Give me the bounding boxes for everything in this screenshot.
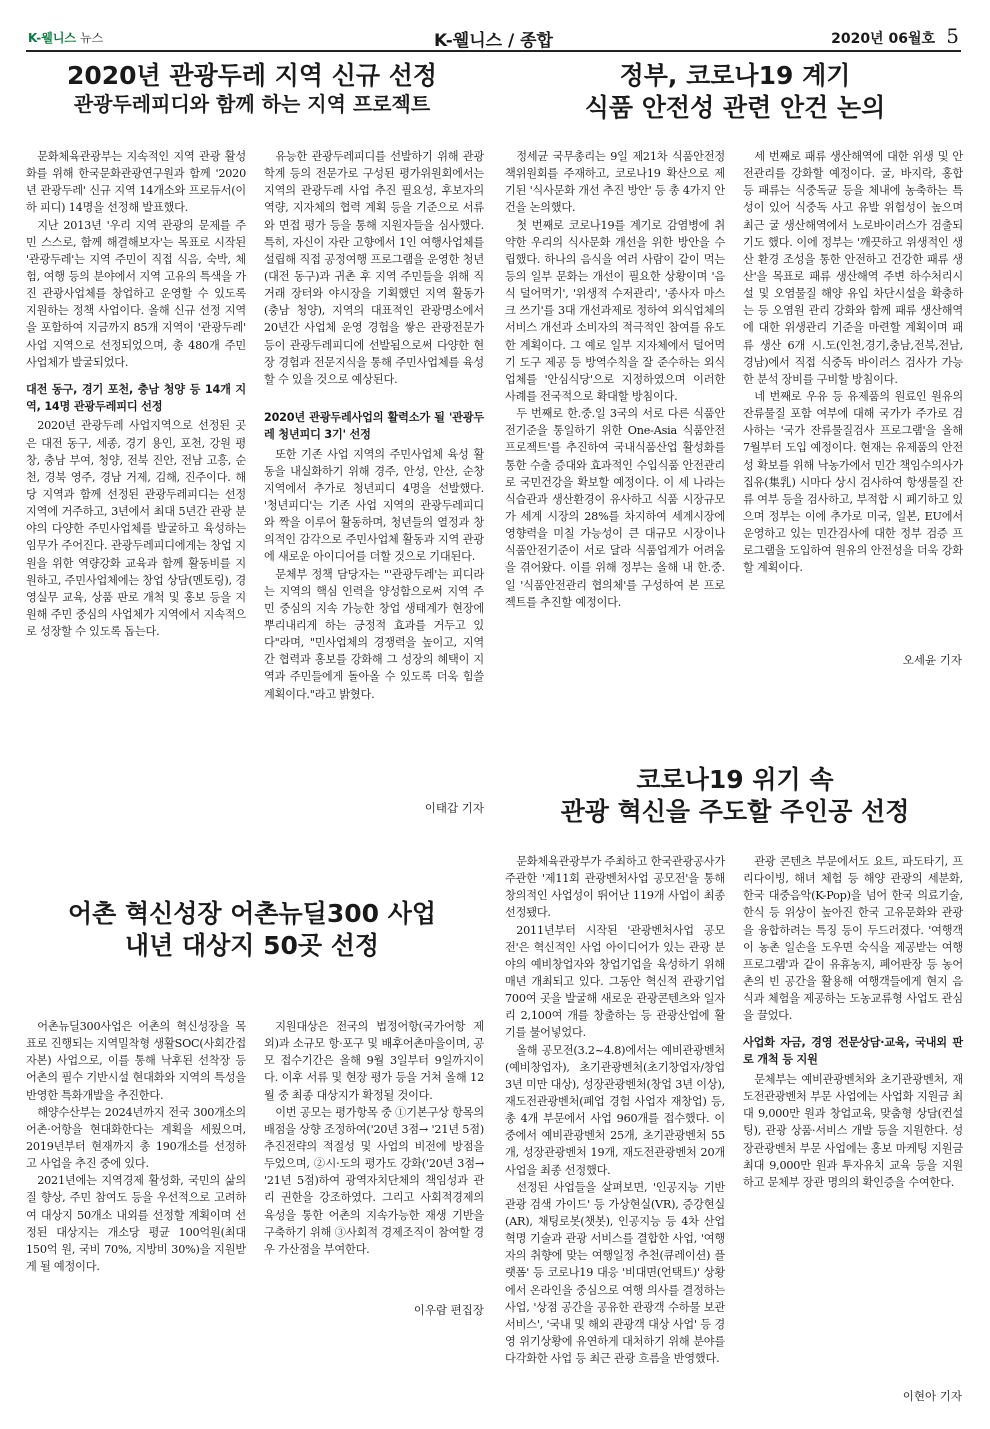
paragraph: 해양수산부는 2024년까지 전국 300개소의 어촌·어항을 현대화한다는 계획을 세웠으며, 2019년부터 현재까지 총 190개소를 선정하고 사업을 추진 중에 있다. [26, 1105, 246, 1171]
column [505, 853, 725, 1367]
article-subtitle: 내년 대상지 50곳 선정 [124, 931, 380, 960]
article-body [505, 853, 963, 1367]
article-subtitle: 관광두레피디와 함께 하는 지역 프로젝트 [73, 92, 431, 116]
paragraph: 어촌뉴딜300사업은 어촌의 혁신성장을 목표로 진행되는 지역밀착형 생활SOC(사회간접자본) 사업으로, 이를 통해 낙후된 선착장 등 어촌의 필수 기반시설 현대화와 지역의 특성을 반영한 특화개발을 추진한다. [26, 1020, 246, 1102]
paragraph: 세 번째로 패류 생산해역에 대한 위생 및 안전관리를 강화할 예정이다. 굴, 바지락, 홍합 등 패류는 식중독균 등을 체내에 농축하는 특성이 있어 식중독 사고 유발 위험성이 높으며 최근 굴 생산해역에서 노로바이러스가 검출되기도 했다. 이에 정부는 '깨끗하고 위생적인 생산 환경 조성을 통한 안전하고 건강한 패류 생산'을 목표로 패류 생산해역 주변 하수처리시설 및 오염물질 해양 유입 차단시설을 확충하는 등 오염원 관리 강화와 함께 패류 생산해역에 대한 위생관리 기준을 마련할 계획이며 패류 생산 6개 시.도(인천,경기,충남,전북,전남,경남)에서 직접 식중독 바이러스 검사가 가능한 분석 장비를 구비할 방침이다. [743, 150, 963, 386]
section-subhead: 사업화 자금, 경영 전문상담·교육, 국내외 판로 개척 등 지원 [743, 1036, 963, 1067]
article-byline: 이현아 기자 [902, 1389, 962, 1403]
article-body [505, 148, 963, 611]
article-tourism-venture [505, 764, 965, 828]
article-title: 2020년 관광두레 지역 신규 선정 [66, 61, 438, 90]
article-tourism-dure [26, 60, 478, 118]
paragraph: 유능한 관광두레피디를 선발하기 위해 관광학계 등의 전문가로 구성된 평가위원회에서는 지역의 관광두레 사업 추진 필요성, 후보자의 역량, 지자체의 협력 계획 등을 기준으로 서류와 면접 평가 등을 통해 지원자들을 심사했다. 특히, 자신이 자란 고향에서 1인 여행사업체를 설립해 직접 공정여행 프로그램을 운영한 청년(대전 동구)과 귀촌 후 지역 주민들을 위해 직거래 장터와 야시장을 기획했던 지역 활동가(충남 청양), 지역의 대표적인 관광명소에서 20년간 사업체 운영 경험을 쌓은 관광전문가 등이 관광두레피디에 선발됨으로써 다양한 현장 경험과 전문지식을 통해 주민사업체를 육성할 수 있을 것으로 예상된다. [264, 150, 484, 386]
article-title: 어촌 혁신성장 어촌뉴딜300 사업 [67, 899, 437, 928]
paragraph: 정세균 국무총리는 9일 제21차 식품안전정책위원회를 주재하고, 코로나19 확산으로 제기된 '식사문화 개선 추진 방안' 등 총 4가지 안건을 논의했다. [505, 150, 725, 215]
page-header [26, 26, 961, 52]
article-body [26, 1018, 484, 1275]
column [264, 1018, 484, 1275]
paragraph: 문체부 정책 담당자는 "'관광두레'는 피디라는 지역의 핵심 인력을 양성함으로써 지역 주민 중심의 지속 가능한 창업 생태계가 현장에 뿌리내리게 하는 긍정적 효과를 거두고 있다"라며, "민사업체의 경쟁력을 높이고, 지역 간 협력과 홍보를 강화해 그 성장의 혜택이 지역과 주민들에게 돌아올 수 있도록 더욱 힘쓸 계획이다."라고 밝혔다. [264, 567, 484, 701]
paragraph: 관광 콘텐츠 부문에서도 요트, 파도타기, 프리다이빙, 해녀 체험 등 해양 관광의 세분화, 한국 대중음악(K-Pop)을 넘어 한국 의료기술, 한식 등 위상이 높아진 한국 고유문화와 관광을 융합하려는 특징 등이 두드러졌다. '여행객이 농촌 일손을 도우면 숙식을 제공받는 여행 프로그램'과 같이 유휴농지, 폐어판장 등 농어촌의 빈 공간을 활용해 여행객들에게 현지 음식과 체험을 제공하는 도농교류형 사업도 관심을 끌었다. [743, 855, 963, 1023]
article-byline: 오세윤 기자 [902, 653, 962, 667]
article-subtitle: 관광 혁신을 주도할 주인공 선정 [560, 797, 910, 826]
article-body [26, 148, 484, 703]
paragraph: 두 번째로 한.중.일 3국의 서로 다른 식품안전기준을 통일하기 위한 One-Asia 식품안전 프로젝트'를 추진하여 국내식품산업 활성화를 통한 수출 증대와 효과적인 수입식품 안전관리로 국민건강을 확보할 예정이다. 이 세 나라는 식습관과 생산환경이 유사하고 식품 시장규모가 세계 시장의 28%를 차지하여 세계시장에 영향력을 미칠 가능성이 큰 대규모 시장이나 식품안전기준이 서로 달라 식품업계가 어려움을 겪어왔다. 이를 위해 정부는 올해 내 한.중.일 '식품안전관리 협의체'를 구성하여 본 프로젝트를 추진할 예정이다. [505, 407, 725, 609]
issue-date: 2020년 06월호 [831, 31, 935, 47]
paragraph: 올해 공모전(3.2~4.8)에서는 예비관광벤처(예비창업자), 초기관광벤처(초기창업자/창업 3년 미만 대상), 성장관광벤처(창업 3년 이상), 재도전관광벤처(폐업 경험 사업자 재창업) 등, 총 4개 부문에서 사업 960개를 접수했다. 이 중에서 예비관광벤처 25개, 초기관광벤처 55개, 성장관광벤처 19개, 재도전관광벤처 20개 사업을 최종 선정했다. [505, 1043, 725, 1177]
paragraph: 2020년 관광두레 사업지역으로 선정된 곳은 대전 동구, 세종, 경기 용인, 포천, 강원 평창, 충남 부여, 청양, 전북 진안, 전남 고흥, 순천, 경북 영주, 경남 거제, 김해, 진주이다. 해당 지역과 함께 선정된 관광두레피디는 선정 지역에 거주하고, 3년에서 최대 5년간 관광 분야의 다양한 주민사업체를 발굴하고 육성하는 임무가 주어진다. 관광두레피디에게는 창업 지원을 위한 역량강화 교육과 함께 활동비를 지원하고, 주민사업체에는 창업 상담(멘토링), 경영실무 교육, 상품 판로 개척 및 홍보 등을 지원해 주민 중심의 사업체가 지역에서 지속적으로 성장할 수 있도록 돕는다. [26, 419, 246, 639]
paragraph: 지원대상은 전국의 법정어항(국가어항 제외)과 소규모 항·포구 및 배후어촌마을이며, 공모 접수기간은 올해 9월 3일부터 9일까지이다. 이후 서류 및 현장 평가 등을 거쳐 올해 12월 중 최종 대상지가 확정될 것이다. [264, 1020, 484, 1102]
column [743, 148, 963, 611]
logo-sub: 뉴스 [80, 31, 104, 45]
article-food-safety [505, 60, 965, 124]
paragraph: 이번 공모는 평가항목 중 ①기본구상 항목의 배점을 상향 조정하여('20년 3점→ '21년 5점) 추진전략의 적절성 및 사업의 비전에 방점을 두었으며, ②시·도의 평가도 강화('20년 3점→ '21년 5점)하여 광역자치단체의 책임성과 관리 권한을 강조하였다. 그리고 사회적경제의 육성을 통한 어촌의 지속가능한 재생 기반을 구축하기 위해 ③사회적 경제조직이 참여할 경우 가산점을 부여한다. [264, 1105, 484, 1256]
article-byline: 이우람 편집장 [413, 1303, 484, 1317]
paragraph: 네 번째로 우유 등 유제품의 원료인 원유의 잔류물질 포함 여부에 대해 국가가 주가로 검사하는 '국가 잔류물질검사 프로그램'을 올해 7월부터 도입 예정이다. 현재는 유제품의 안전성 확보를 위해 낙농가에서 민간 책임수의사가 집유(集乳) 시마다 상시 검사하여 항생물질 잔류 여부 등을 검사하고, 부적합 시 폐기하고 있으며 정부는 이에 추가로 미국, 일본, EU에서 운영하고 있는 민간검사에 대한 정부 검증 프로그램을 도입하여 원유의 안전성을 더욱 강화할 계획이다. [743, 389, 963, 575]
article-title: 정부, 코로나19 계기 [619, 61, 851, 90]
article-fishing-village [26, 898, 478, 962]
paragraph: 선정된 사업들을 살펴보면, '인공지능 기반 관광 검색 가이드' 등 가상현실(VR), 증강현실(AR), 채팅로봇(챗봇), 인공지능 등 4차 산업혁명 기술과 관광 서비스를 결합한 사업, '여행자의 취향에 맞는 여행일정 추천(큐레이션) 플랫폼' 등 코로나19 대응 '비대면(언택트)' 상황에서 온라인을 중심으로 여행 의사를 결정하는 사업, '상점 공간을 공유한 관광객 수하물 보관서비스', '국내 및 해외 관광객 대상 사업' 등 경영 위기상황에 유연하게 대처하기 위해 분야를 다각화한 사업 등 최근 관광 흐름을 반영했다. [505, 1180, 725, 1366]
logo-text: K-웰니스 [28, 31, 77, 45]
article-title: 코로나19 위기 속 [636, 765, 834, 794]
paragraph: 2011년부터 시작된 '관광벤처사업 공모전'은 혁신적인 사업 아이디어가 있는 관광 분야의 예비창업자와 창업기업을 육성하기 위해 매년 개최되고 있다. 그동안 혁신적 관광기업 700여 곳을 발굴해 새로운 관광콘텐츠와 일자리 2,100여 개를 창출하는 등 관광산업에 활기를 불어넣었다. [505, 923, 725, 1040]
article-subtitle: 식품 안전성 관련 안건 논의 [584, 93, 886, 122]
section-subhead: 대전 동구, 경기 포천, 충남 청양 등 14개 지역, 14명 관광두레피디 선정 [26, 382, 246, 413]
paragraph: 문화체육관광부는 지속적인 지역 관광 활성화를 위해 한국문화관광연구원과 함께 '2020년 관광두레' 신규 지역 14개소와 프로듀서(이하 피디) 14명을 선정해 발표했다. [26, 150, 246, 215]
column [26, 1018, 246, 1275]
page-number: 5 [946, 24, 959, 48]
column [26, 148, 246, 703]
section-title: K-웰니스 / 종합 [434, 31, 553, 51]
paragraph: 문화체육관광부가 주최하고 한국관광공사가 주관한 '제11회 관광벤처사업 공모전'을 통해 창의적인 사업성이 뛰어난 119개 사업이 최종 선정됐다. [505, 855, 725, 920]
column [743, 853, 963, 1367]
section-subhead: 2020년 관광두레사업의 활력소가 될 '관광두레 청년피디 3기' 선정 [264, 410, 484, 441]
paragraph: 첫 번째로 코로나19를 계기로 감염병에 취약한 우리의 식사문화 개선을 위한 방안을 수립했다. 하나의 음식을 여러 사람이 같이 먹는 등의 일부 문화는 개선이 필요한 상황이며 '음식 덜어먹기', '위생적 수저관리', '종사자 마스크 쓰기'를 3대 개선과제로 정하여 외식업체의 서비스 개선과 소비자의 적극적인 참여를 유도한 계획이다. 그 예로 일부 지자체에서 덜어먹기 도구 제공 등 방역수칙을 잘 준수하는 외식업체를 '안심식당'으로 지정하였으며 이러한 사례를 전국적으로 확대할 방침이다. [505, 218, 725, 403]
column [505, 148, 725, 611]
paragraph: 지난 2013년 '우리 지역 관광의 문제를 주민 스스로, 함께 해결해보자'는 목표로 시작된 '관광두레'는 지역 주민이 직접 식음, 숙박, 체험, 여행 등의 분야에서 지역 고유의 특색을 가진 관광사업체를 창업하고 운영할 수 있도록 지원하는 정책 사업이다. 올해 신규 선정 지역을 포함하여 지금까지 85개 지역이 '관광두레' 사업 지역으로 선정되었으며, 총 480개 주민사업체가 발굴되었다. [26, 218, 246, 369]
column [264, 148, 484, 703]
article-byline: 이태갑 기자 [424, 801, 484, 815]
paragraph: 또한 기존 사업 지역의 주민사업체 육성 활동을 내실화하기 위해 경주, 안성, 안산, 순창 지역에서 추가로 청년피디 4명을 선발했다. '청년피디'는 기존 사업 지역의 관광두레피디와 짝을 이루어 활동하며, 청년들의 열정과 창의적인 감각으로 주민사업체 활동과 지역 관광에 새로운 아이디어를 더할 것으로 기대된다. [264, 447, 484, 564]
paragraph: 문체부는 예비관광벤처와 초기관광벤처, 재도전관광벤처 부문 사업에는 사업화 지원금 최대 9,000만 원과 창업교육, 맞춤형 상담(컨설팅), 관광 상품·서비스 개발 등을 지원한다. 성장관광벤처 부문 사업에는 홍보 마케팅 지원금 최대 9,000만 원과 투자유치 교육 등을 지원하고 문체부 장관 명의의 확인증을 수여한다. [743, 1073, 963, 1189]
paragraph: 2021년에는 지역경제 활성화, 국민의 삶의 질 향상, 주민 참여도 등을 우선적으로 고려하여 대상지 50개소 내외를 선정할 계획이며 선정된 대상지는 개소당 평균 100억원(최대 150억 원, 국비 70%, 지방비 30%)을 지원받게 될 예정이다. [26, 1174, 246, 1273]
